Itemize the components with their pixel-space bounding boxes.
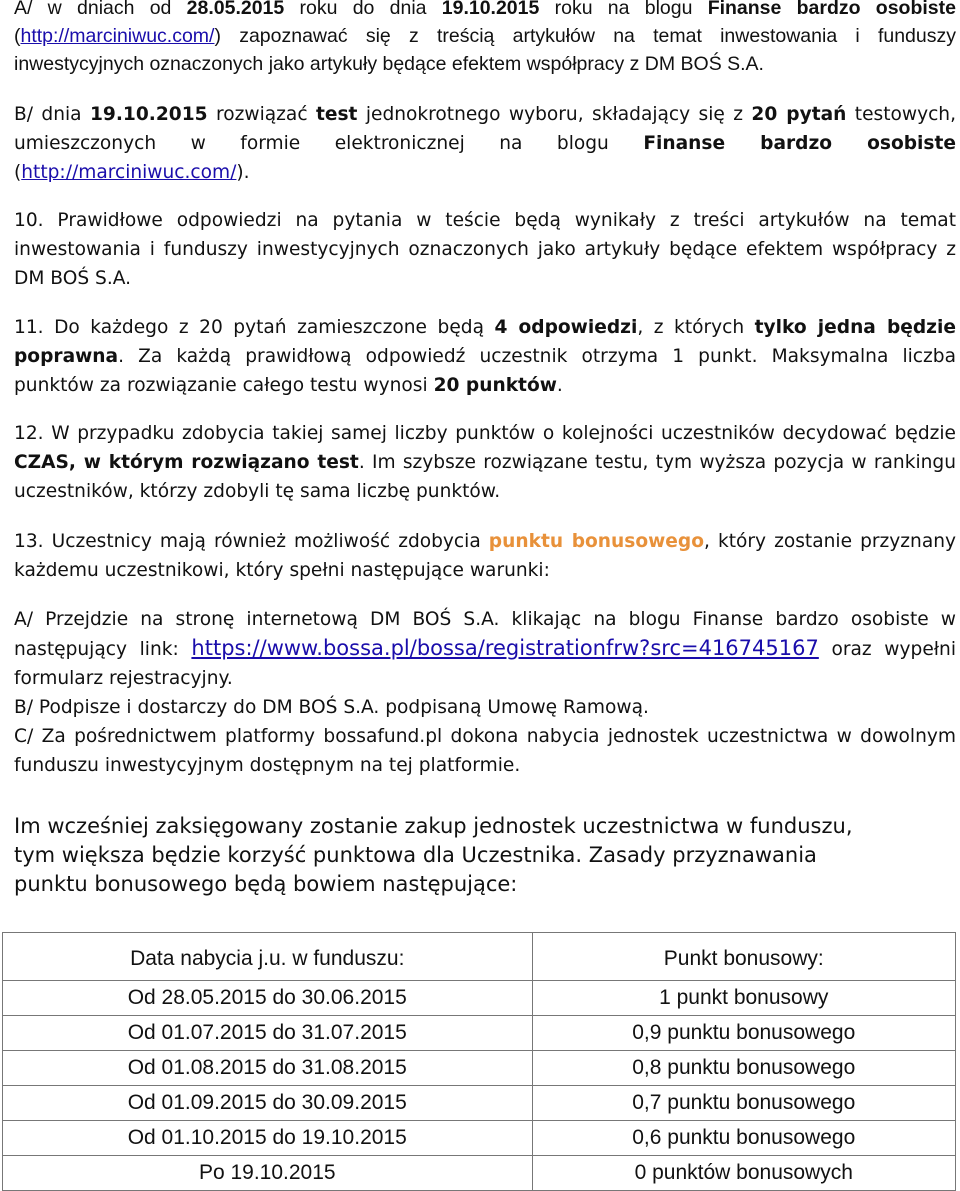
section-a-rest: ) zapoznawać się z treścią artykułów na temat inwestowania i funduszy inwestycyjnych oznaczonych jako artykuły będące efektem współpracy z DM BOŚ S.A. xyxy=(14,25,956,75)
point-11-t3: . Za każdą prawidłową odpowiedź uczestnik otrzyma 1 punkt. Maksymalna liczba punktów za rozwiązanie całego testu wynosi xyxy=(14,346,956,396)
cell-date-range: Od 01.10.2015 do 19.10.2015 xyxy=(3,1121,533,1156)
registration-link[interactable]: https://www.bossa.pl/bossa/registrationfrw?src=416745167 xyxy=(191,636,819,660)
table-header-row xyxy=(3,933,956,981)
point-12-paragraph xyxy=(14,419,956,506)
point-11-one-correct: tylko jedna będzie poprawna xyxy=(14,317,956,367)
cell-bonus-value: 0 punktów bonusowych xyxy=(532,1156,956,1191)
cell-date-range: Od 28.05.2015 do 30.06.2015 xyxy=(3,981,533,1016)
header-bonus-point: Punkt bonusowy: xyxy=(532,933,956,981)
point-10-paragraph xyxy=(14,206,956,293)
cell-date-range: Od 01.07.2015 do 31.07.2015 xyxy=(3,1016,533,1051)
table-row xyxy=(3,1086,956,1121)
section-b-blog-name: Finanse bardzo osobiste xyxy=(643,133,956,154)
section-a-date-from: 28.05.2015 xyxy=(186,0,285,19)
section-a-prefix: A/ w dniach od xyxy=(14,0,187,19)
condition-c xyxy=(14,722,956,780)
point-12-t1: 12. W przypadku zdobycia takiej samej liczby punktów o kolejności uczestników decydować będzie xyxy=(14,423,956,444)
table-row xyxy=(3,1156,956,1191)
cell-date-range: Od 01.08.2015 do 31.08.2015 xyxy=(3,1051,533,1086)
section-b-date: 19.10.2015 xyxy=(89,104,208,125)
summary-paragraph xyxy=(14,812,894,899)
point-12-time-rule: CZAS, w którym rozwiązano test xyxy=(14,452,359,473)
summary-text: Im wcześniej zaksięgowany zostanie zakup jednostek uczestnictwa w funduszu, tym większa będzie korzyść punktowa dla Uczestnika. Zasady przyznawania punktu bonusowego będą bowiem następujące: xyxy=(14,814,853,896)
section-a-paren: ( xyxy=(14,25,21,47)
point-13-t2: , który zostanie przyznany każdemu uczestnikowi, który spełni następujące warunki: xyxy=(14,531,957,581)
cell-bonus-value: 0,6 punktu bonusowego xyxy=(532,1121,956,1156)
section-a-blog-link[interactable]: http://marciniwuc.com/ xyxy=(20,25,215,47)
condition-a xyxy=(14,605,956,693)
section-b-paragraph xyxy=(14,100,956,187)
cell-date-range: Od 01.09.2015 do 30.09.2015 xyxy=(3,1086,533,1121)
point-10-text: 10. Prawidłowe odpowiedzi na pytania w teście będą wynikały z treści artykułów na temat inwestowania i funduszy inwestycyjnych oznaczonych jako artykuły będące efektem współpracy z DM BOŚ S.A. xyxy=(14,210,956,289)
point-11-t1: 11. Do każdego z 20 pytań zamieszczone będą xyxy=(14,317,495,338)
section-b-end: ). xyxy=(236,162,250,183)
condition-a-text: A/ Przejdzie na stronę internetową DM BOŚ S.A. klikając na blogu Finanse bardzo osobiste w następujący link: xyxy=(14,609,956,660)
section-a-mid1: roku do dnia xyxy=(284,0,442,19)
point-11-paragraph xyxy=(14,313,956,400)
header-purchase-date: Data nabycia j.u. w funduszu: xyxy=(3,933,533,981)
condition-b xyxy=(14,693,956,722)
section-b-count: 20 pytań xyxy=(751,104,847,125)
section-b-t3: testowych, umieszczonych w formie elektronicznej na blogu xyxy=(14,104,956,154)
point-13-t1: 13. Uczestnicy mają również możliwość zdobycia xyxy=(14,531,489,552)
cell-bonus-value: 0,8 punktu bonusowego xyxy=(532,1051,956,1086)
table-row xyxy=(3,1121,956,1156)
section-b-blog-link[interactable]: http://marciniwuc.com/ xyxy=(21,162,237,183)
cell-bonus-value: 0,9 punktu bonusowego xyxy=(532,1016,956,1051)
section-b-t2: jednokrotnego wyboru, składający się z xyxy=(357,104,752,125)
bonus-points-table xyxy=(2,932,956,1191)
point-11-t4: . xyxy=(556,375,563,396)
section-b-test-word: test xyxy=(315,104,358,125)
point-11-max-points: 20 punktów xyxy=(433,375,557,396)
condition-c-text: C/ Za pośrednictwem platformy bossafund.pl dokona nabycia jednostek uczestnictwa w dowolnym funduszu inwestycyjnym dostępnym na tej platformie. xyxy=(14,726,956,776)
table-row xyxy=(3,1051,956,1086)
table-row xyxy=(3,1016,956,1051)
point-13-paragraph xyxy=(14,527,956,585)
section-a-mid2: roku na blogu xyxy=(539,0,708,19)
section-a-date-to: 19.10.2015 xyxy=(441,0,540,19)
section-a-paragraph xyxy=(14,0,956,78)
point-12-t2: . Im szybsze rozwiązane testu, tym wyższa pozycja w rankingu uczestników, którzy zdobyli tę sama liczbę punktów. xyxy=(14,452,956,502)
condition-b-text: B/ Podpisze i dostarczy do DM BOŚ S.A. podpisaną Umowę Ramową. xyxy=(14,697,649,718)
condition-a-rest: oraz wypełni formularz rejestracyjny. xyxy=(14,639,956,689)
section-b-prefix: B/ dnia xyxy=(14,104,90,125)
cell-bonus-value: 1 punkt bonusowy xyxy=(532,981,956,1016)
point-11-t2: , z których xyxy=(637,317,755,338)
section-b-t1: rozwiązać xyxy=(207,104,316,125)
table-row xyxy=(3,981,956,1016)
point-11-answers: 4 odpowiedzi xyxy=(494,317,638,338)
cell-bonus-value: 0,7 punktu bonusowego xyxy=(532,1086,956,1121)
point-13-bonus-highlight: punktu bonusowego xyxy=(488,531,704,552)
bonus-conditions xyxy=(14,605,956,780)
cell-date-range: Po 19.10.2015 xyxy=(3,1156,533,1191)
section-a-blog-name: Finanse bardzo osobiste xyxy=(707,0,956,19)
section-b-paren: ( xyxy=(14,162,22,183)
